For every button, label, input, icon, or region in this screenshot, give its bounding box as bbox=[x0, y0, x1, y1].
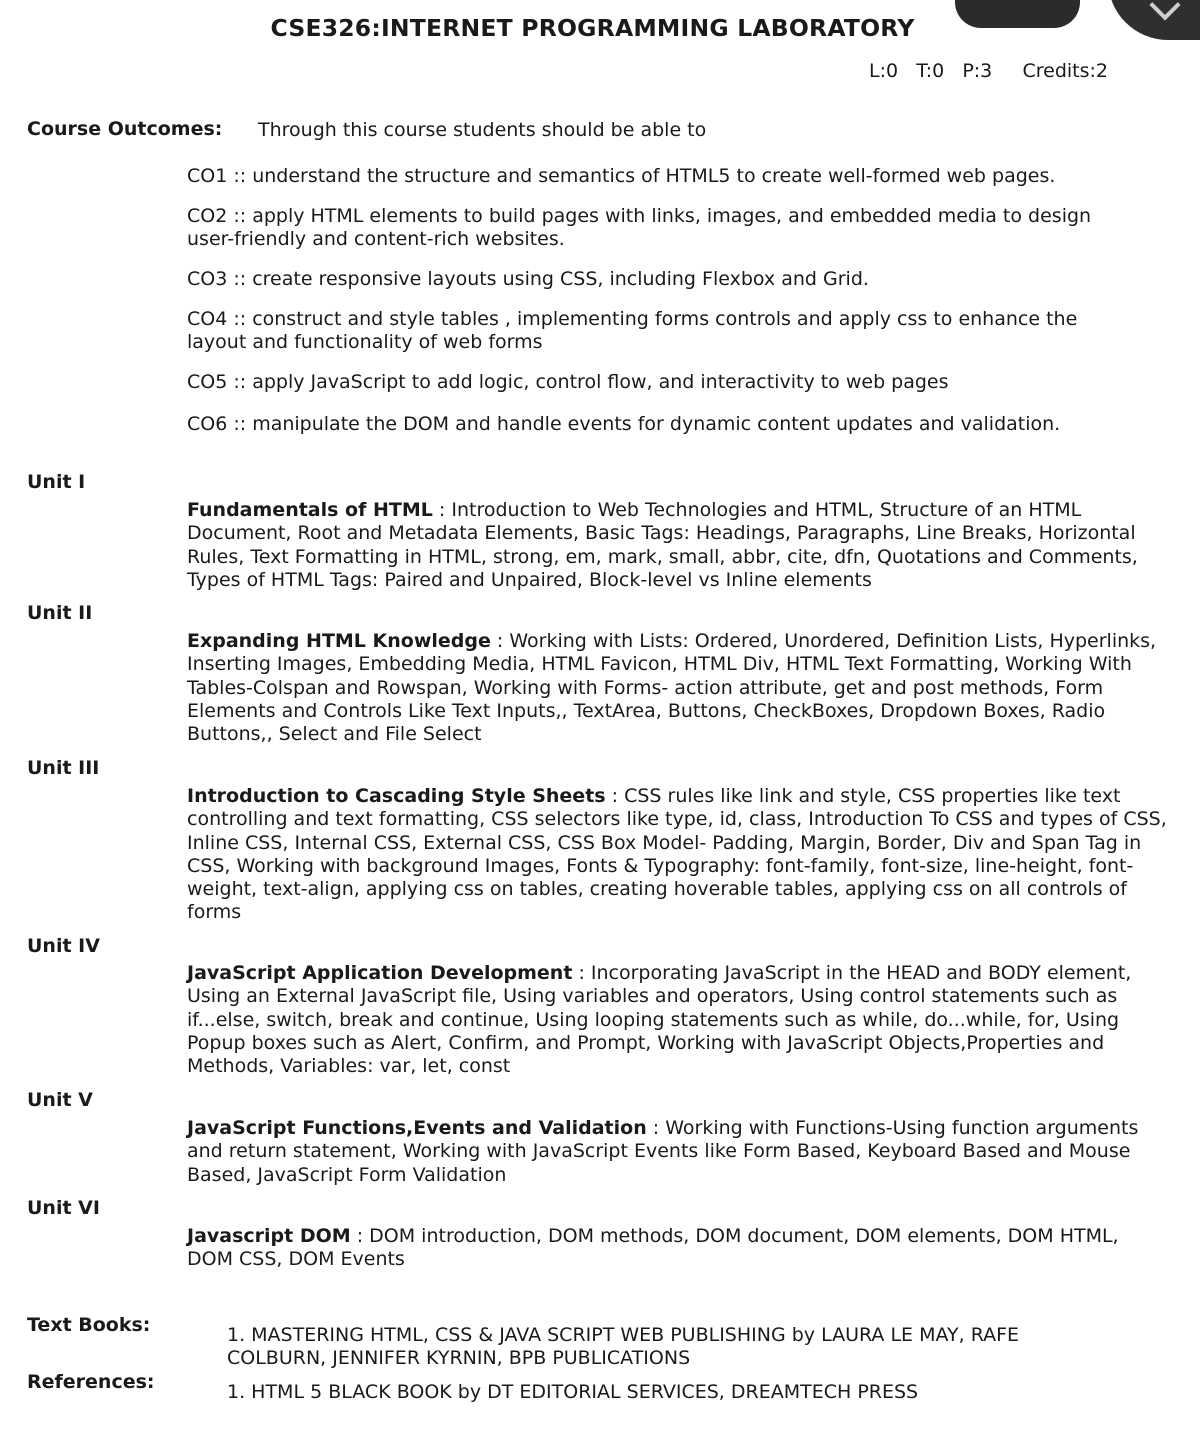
unit-5-heading: JavaScript Functions,Events and Validation bbox=[187, 1117, 647, 1139]
unit-5-label: Unit V bbox=[27, 1089, 93, 1111]
unit-1-label: Unit I bbox=[27, 471, 86, 493]
unit-3-body: : CSS rules like link and style, CSS properties like text controlling and text formatting, CSS selectors like type, id, class, Introduction To CSS and types of CSS, Inline CSS, Internal CSS, External CSS, CSS Box Model- Padding, Margin, Border, Div and Span Tag in CSS, Working with background Images, Fonts & Typography: font-family, font-size, line-height, font-weight, text-align, applying css on tables, creating hoverable tables, applying css on all controls of forms bbox=[187, 785, 1167, 924]
unit-2-label: Unit II bbox=[27, 602, 93, 624]
course-outcome-6: CO6 :: manipulate the DOM and handle events for dynamic content updates and validation. bbox=[187, 413, 1061, 435]
unit-1-body: : Introduction to Web Technologies and HTML, Structure of an HTML Document, Root and Metadata Elements, Basic Tags: Headings, Paragraphs, Line Breaks, Horizontal Rules, Text Formatting in HTML, strong, em, mark, small, abbr, cite, dfn, Quotations and Comments, Types of HTML Tags: Paired and Unpaired, Block-level vs Inline elements bbox=[187, 499, 1138, 591]
course-outcome-2: CO2 :: apply HTML elements to build pages with links, images, and embedded media to design user-friendly and content-rich websites. bbox=[187, 205, 1092, 251]
course-title: CSE326:INTERNET PROGRAMMING LABORATORY bbox=[270, 14, 915, 42]
unit-2-body: : Working with Lists: Ordered, Unordered, Definition Lists, Hyperlinks, Inserting Images, Embedding Media, HTML Favicon, HTML Div, HTML Text Formatting, Working With Tables-Colspan and Rowspan, Working with Forms- action attribute, get and post methods, Form Elements and Controls Like Text Inputs,, TextArea, Buttons, CheckBoxes, Dropdown Boxes, Radio Buttons,, Select and File Select bbox=[187, 630, 1157, 746]
unit-4-body: : Incorporating JavaScript in the HEAD and BODY element, Using an External JavaScript file, Using variables and operators, Using control statements such as if...else, switch, break and continue, Using looping statements such as while, do...while, for, Using Popup boxes such as Alert, Confirm, and Prompt, Working with JavaScript Objects,Properties and Methods, Variables: var, let, const bbox=[187, 962, 1132, 1078]
unit-5-content bbox=[187, 1117, 1162, 1187]
course-outcome-3: CO3 :: create responsive layouts using CSS, including Flexbox and Grid. bbox=[187, 268, 869, 290]
unit-6-content bbox=[187, 1225, 1152, 1272]
unit-5-body: : Working with Functions-Using function arguments and return statement, Working with JavaScript Events like Form Based, Keyboard Based and Mouse Based, JavaScript Form Validation bbox=[187, 1117, 1139, 1186]
unit-3-content bbox=[187, 785, 1172, 925]
course-outcomes-label: Course Outcomes: bbox=[27, 118, 223, 140]
unit-6-heading: Javascript DOM bbox=[187, 1225, 351, 1247]
unit-2-heading: Expanding HTML Knowledge bbox=[187, 630, 491, 652]
reference-item: 1. HTML 5 BLACK BOOK by DT EDITORIAL SERVICES, DREAMTECH PRESS bbox=[227, 1381, 919, 1403]
unit-3-label: Unit III bbox=[27, 757, 100, 779]
course-outcome-5: CO5 :: apply JavaScript to add logic, control flow, and interactivity to web pages bbox=[187, 371, 949, 393]
unit-4-content bbox=[187, 962, 1157, 1078]
unit-6-label: Unit VI bbox=[27, 1197, 100, 1219]
course-outcome-1: CO1 :: understand the structure and semantics of HTML5 to create well-formed web pages. bbox=[187, 165, 1056, 187]
text-books-label: Text Books: bbox=[27, 1314, 151, 1336]
unit-3-heading: Introduction to Cascading Style Sheets bbox=[187, 785, 606, 807]
references-label: References: bbox=[27, 1371, 155, 1393]
course-credits: L:0 T:0 P:3 Credits:2 bbox=[869, 60, 1108, 82]
text-book-item: 1. MASTERING HTML, CSS & JAVA SCRIPT WEB PUBLISHING by LAURA LE MAY, RAFE COLBURN, JENNIFER KYRNIN, BPB PUBLICATIONS bbox=[227, 1324, 1020, 1370]
course-outcome-4: CO4 :: construct and style tables , implementing forms controls and apply css to enhance the layout and functionality of web forms bbox=[187, 308, 1078, 354]
unit-4-label: Unit IV bbox=[27, 935, 100, 957]
unit-4-heading: JavaScript Application Development bbox=[187, 962, 573, 984]
unit-1-content bbox=[187, 499, 1172, 592]
course-outcomes-intro: Through this course students should be able to bbox=[258, 119, 707, 141]
unit-6-body: : DOM introduction, DOM methods, DOM document, DOM elements, DOM HTML, DOM CSS, DOM Events bbox=[187, 1225, 1119, 1271]
unit-2-content bbox=[187, 630, 1187, 746]
unit-1-heading: Fundamentals of HTML bbox=[187, 499, 433, 521]
